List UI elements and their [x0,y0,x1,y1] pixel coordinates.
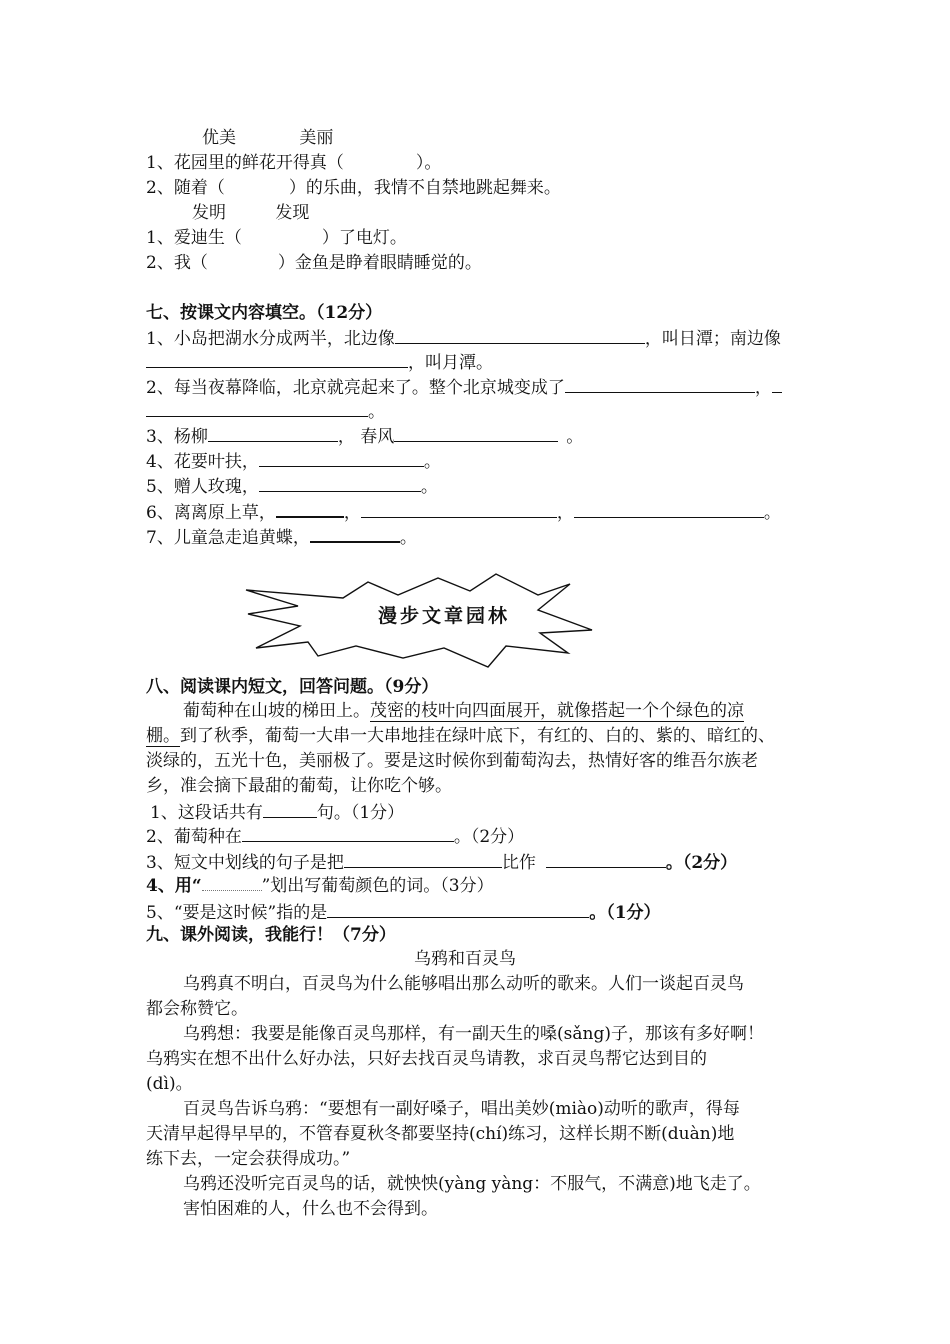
fill-item: 6、离离原上草， ， ， 。 [146,499,781,524]
fill-item: 2、每当夜幕降临，北京就亮起来了。整个北京城变成了 ， [146,375,782,399]
word-option-meili: 美丽 [299,128,334,148]
answer-blank[interactable] [146,399,368,417]
story-line: 百灵鸟告诉乌鸦：“要想有一副好嗓子，唱出美妙(miào)动听的歌声，得每 [183,1099,740,1119]
word-choice-header-1 [202,127,333,149]
fill-item: 4、花要叶扶， 。 [146,449,441,473]
fill-item: 5、赠人玫瑰， 。 [146,474,438,498]
banner-title: 漫步文章园林 [378,605,511,627]
section-heading: 八、阅读课内短文，回答问题。（9分） [146,677,439,697]
answer-blank[interactable] [259,474,421,492]
answer-blank[interactable] [263,800,317,818]
story-line: 乌鸦真不明白，百灵鸟为什么能够唱出那么动听的歌来。人们一谈起百灵鸟 [183,974,744,994]
answer-blank[interactable] [394,424,558,442]
section-heading: 九、课外阅读，我能行！（7分） [146,925,396,945]
story-line: 都会称赞它。 [146,999,248,1019]
word-choice-header-2 [192,202,309,224]
story-line: 练下去，一定会获得成功。” [146,1149,351,1169]
story-line: 乌鸦想：我要是能像百灵鸟那样，有一副天生的嗓(sǎng)子，那该有多好啊！ [183,1024,764,1044]
fill-item: 3、杨柳 ， 春风 。 [146,424,583,448]
fill-item: 7、儿童急走追黄蝶， 。 [146,524,417,549]
word-option-youmei: 优美 [202,128,236,148]
answer-blank[interactable] [276,499,344,518]
passage-line: 乡，准会摘下最甜的葡萄，让你吃个够。 [146,776,452,796]
story-line: (dì)。 [146,1074,193,1094]
answer-blank[interactable] [546,850,666,868]
underlined-sentence: 棚。 [146,726,180,746]
answer-blank[interactable] [344,850,502,868]
section-heading: 七、按课文内容填空。（12分） [146,303,383,323]
answer-blank[interactable] [242,824,454,842]
question: 5、“要是这时候”指的是 。（1分） [146,900,661,924]
answer-blank[interactable] [361,500,557,518]
fill-item: 。 [146,399,385,423]
answer-blank[interactable] [395,326,645,344]
word-option-faming: 发明 [192,203,226,223]
answer-blank[interactable] [772,375,782,393]
story-line: 害怕困难的人，什么也不会得到。 [183,1199,438,1219]
passage-line: 棚。到了秋季，葡萄一大串一大串地挂在绿叶底下，有红的、白的、紫的、暗红的、 [146,726,775,746]
question: 3、短文中划线的句子是把 比作 。（2分） [146,850,737,874]
passage-line: 淡绿的，五光十色，美丽极了。要是这时候你到葡萄沟去，热情好客的维吾尔族老 [146,751,758,771]
question: 1、这段话共有 句。（1分） [150,800,404,824]
answer-blank[interactable] [310,524,400,543]
answer-blank[interactable] [259,449,424,467]
question: 4、用“ ”划出写葡萄颜色的词。（3分） [146,876,494,896]
answer-blank[interactable] [574,500,764,518]
question: 2、葡萄种在 。（2分） [146,824,524,848]
fill-item: 2、随着（ ）的乐曲，我情不自禁地跳起舞来。 [146,178,561,198]
answer-blank[interactable] [208,424,338,442]
answer-blank[interactable] [327,900,589,918]
fill-item: 2、我（ ）金鱼是睁着眼睛睡觉的。 [146,253,482,273]
wavy-line-sample [202,890,262,891]
story-line: 乌鸦还没听完百灵鸟的话，就怏怏(yàng yàng：不服气，不满意)地飞走了。 [183,1174,761,1194]
story-title: 乌鸦和百灵鸟 [414,949,516,969]
fill-item: ，叫月潭。 [146,350,493,374]
word-option-faxian: 发现 [275,203,310,223]
fill-item: 1、花园里的鲜花开得真（ ）。 [146,153,442,173]
fill-item: 1、爱迪生（ ）了电灯。 [146,228,407,248]
fill-item: 1、小岛把湖水分成两半，北边像 ，叫日潭；南边像 [146,326,781,350]
underlined-sentence: 茂密的枝叶向四面展开，就像搭起一个个绿色的凉 [370,701,744,721]
story-line: 乌鸦实在想不出什么好办法，只好去找百灵鸟请教，求百灵鸟帮它达到目的 [146,1049,707,1069]
passage-line: 葡萄种在山坡的梯田上。茂密的枝叶向四面展开，就像搭起一个个绿色的凉 [183,701,744,721]
answer-blank[interactable] [146,350,408,368]
answer-blank[interactable] [565,375,755,393]
story-line: 天清早起得早早的，不管春夏秋冬都要坚持(chí)练习，这样长期不断(duàn)地 [146,1124,735,1144]
